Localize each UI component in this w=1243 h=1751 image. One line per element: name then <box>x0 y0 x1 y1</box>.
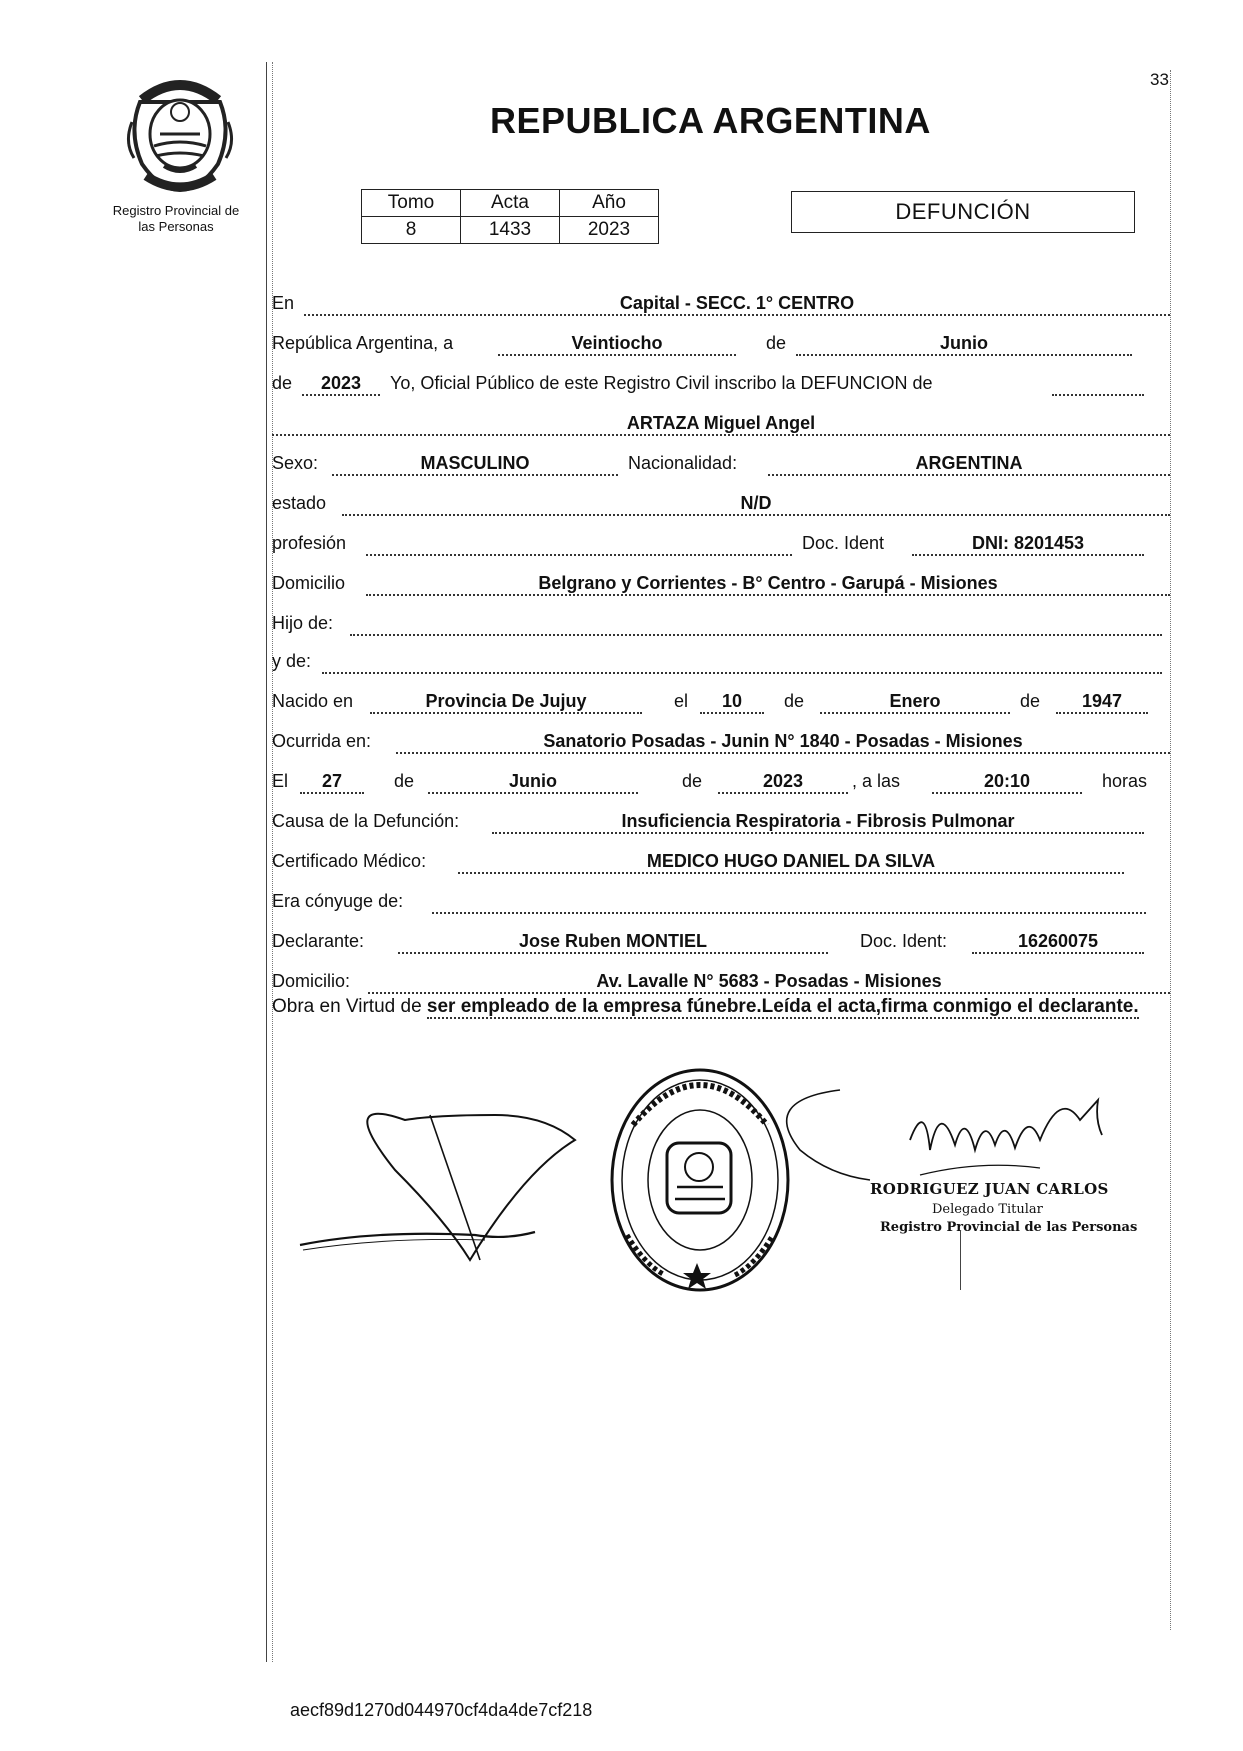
field-y-de <box>322 648 1162 674</box>
row-fecha-defuncion <box>272 762 1172 796</box>
field-anio: 2023 <box>302 370 380 396</box>
field-nacido-anio: 1947 <box>1056 688 1148 714</box>
registry-caption: Registro Provincial de las Personas <box>112 203 240 234</box>
row-declarante-domicilio <box>272 962 1172 996</box>
left-margin-line <box>266 62 267 1662</box>
label-domicilio: Domicilio <box>272 573 346 593</box>
field-ocurrida-en: Sanatorio Posadas - Junin N° 1840 - Posadas - Misiones <box>396 728 1170 754</box>
label-a-las: , a las <box>852 771 901 791</box>
anio-value: 2023 <box>560 217 659 244</box>
field-nacido-dia: 10 <box>700 688 764 714</box>
page-title: REPUBLICA ARGENTINA <box>490 100 931 141</box>
label-declarante-domicilio: Domicilio: <box>272 971 351 991</box>
field-def-dia: 27 <box>300 768 364 794</box>
field-profesion <box>366 530 792 556</box>
row-fecha-inscripcion <box>272 324 1172 358</box>
label-conyuge: Era cónyuge de: <box>272 891 404 911</box>
label-causa: Causa de la Defunción: <box>272 811 460 831</box>
label-en: En <box>272 293 295 313</box>
tomo-header: Tomo <box>362 190 461 217</box>
official-name: RODRIGUEZ JUAN CARLOS <box>870 1180 1109 1198</box>
official-role: Delegado Titular <box>932 1202 1043 1217</box>
row-certificado <box>272 842 1172 876</box>
field-blank-continuation <box>1052 370 1144 396</box>
label-de-anio-def: de <box>682 771 703 791</box>
row-sexo-nacionalidad <box>272 444 1172 478</box>
label-de-mes-def: de <box>394 771 415 791</box>
document-hash: aecf89d1270d044970cf4da4de7cf218 <box>290 1700 593 1720</box>
row-hijo-de <box>272 604 1172 638</box>
field-conyuge <box>432 888 1146 914</box>
row-anio-inscripcion <box>272 364 1172 398</box>
label-declarante-doc: Doc. Ident: <box>860 931 948 951</box>
label-de-anio-nac: de <box>1020 691 1041 711</box>
official-office: Registro Provincial de las Personas <box>880 1220 1138 1235</box>
field-domicilio: Belgrano y Corrientes - B° Centro - Garupá - Misiones <box>366 570 1170 596</box>
page-number: 33 <box>1150 70 1169 89</box>
field-def-hora: 20:10 <box>932 768 1082 794</box>
field-lugar: Capital - SECC. 1° CENTRO <box>304 290 1170 316</box>
acta-table <box>361 189 659 244</box>
field-declarante-domicilio: Av. Lavalle N° 5683 - Posadas - Misiones <box>368 968 1170 994</box>
row-causa <box>272 802 1172 836</box>
label-de-anio: de <box>272 373 293 393</box>
field-declarante-doc: 16260075 <box>972 928 1144 954</box>
acta-header: Acta <box>461 190 560 217</box>
anio-header: Año <box>560 190 659 217</box>
row-lugar <box>272 284 1172 318</box>
label-sexo: Sexo: <box>272 453 319 473</box>
label-de-mes-nac: de <box>784 691 805 711</box>
field-nombre: ARTAZA Miguel Angel <box>272 410 1170 436</box>
label-obra: Obra en Virtud de <box>272 996 422 1017</box>
field-sexo: MASCULINO <box>332 450 618 476</box>
row-ocurrida <box>272 722 1172 756</box>
row-nacido <box>272 682 1172 716</box>
field-nacido-en: Provincia De Jujuy <box>370 688 642 714</box>
field-doc-ident: DNI: 8201453 <box>912 530 1144 556</box>
label-ocurrida-en: Ocurrida en: <box>272 731 372 751</box>
label-y-de: y de: <box>272 651 312 671</box>
field-def-anio: 2023 <box>718 768 848 794</box>
obra-en-virtud <box>272 992 1172 1022</box>
label-nacionalidad: Nacionalidad: <box>628 453 738 473</box>
label-de: de <box>766 333 787 353</box>
signature-block <box>870 1180 1137 1235</box>
row-profesion-doc <box>272 524 1172 558</box>
field-mes: Junio <box>796 330 1132 356</box>
label-yo-oficial: Yo, Oficial Público de este Registro Civil inscribo la DEFUNCION de <box>390 373 933 393</box>
field-hijo-de <box>350 610 1162 636</box>
row-estado <box>272 484 1172 518</box>
label-declarante: Declarante: <box>272 931 365 951</box>
field-nacido-mes: Enero <box>820 688 1010 714</box>
label-certificado: Certificado Médico: <box>272 851 427 871</box>
label-doc-ident: Doc. Ident <box>802 533 885 553</box>
field-declarante: Jose Ruben MONTIEL <box>398 928 828 954</box>
field-def-mes: Junio <box>428 768 638 794</box>
row-domicilio <box>272 564 1172 598</box>
row-conyuge <box>272 882 1172 916</box>
official-stamp-icon <box>605 1065 795 1295</box>
misiones-coat-of-arms-icon <box>120 72 240 194</box>
official-signature-icon <box>780 1080 1130 1190</box>
tomo-value: 8 <box>362 217 461 244</box>
record-type-box: DEFUNCIÓN <box>791 191 1135 233</box>
label-el-dia: El <box>272 771 289 791</box>
row-nombre <box>272 404 1172 438</box>
label-hijo-de: Hijo de: <box>272 613 334 633</box>
declarante-signature-icon <box>295 1100 595 1270</box>
label-republica: República Argentina, a <box>272 333 454 353</box>
row-declarante <box>272 922 1172 956</box>
field-certificado: MEDICO HUGO DANIEL DA SILVA <box>458 848 1124 874</box>
label-horas: horas <box>1102 771 1148 791</box>
field-causa: Insuficiencia Respiratoria - Fibrosis Pulmonar <box>492 808 1144 834</box>
field-obra: ser empleado de la empresa fúnebre.Leída el acta,firma conmigo el declarante. <box>426 996 1139 1017</box>
field-nacionalidad: ARGENTINA <box>768 450 1170 476</box>
field-dia-texto: Veintiocho <box>498 330 736 356</box>
label-el: el <box>674 691 689 711</box>
acta-value: 1433 <box>461 217 560 244</box>
label-estado: estado <box>272 493 327 513</box>
label-profesion: profesión <box>272 533 347 553</box>
row-y-de <box>272 642 1172 676</box>
signature-stem <box>960 1230 961 1290</box>
label-nacido-en: Nacido en <box>272 691 354 711</box>
field-estado: N/D <box>342 490 1170 516</box>
